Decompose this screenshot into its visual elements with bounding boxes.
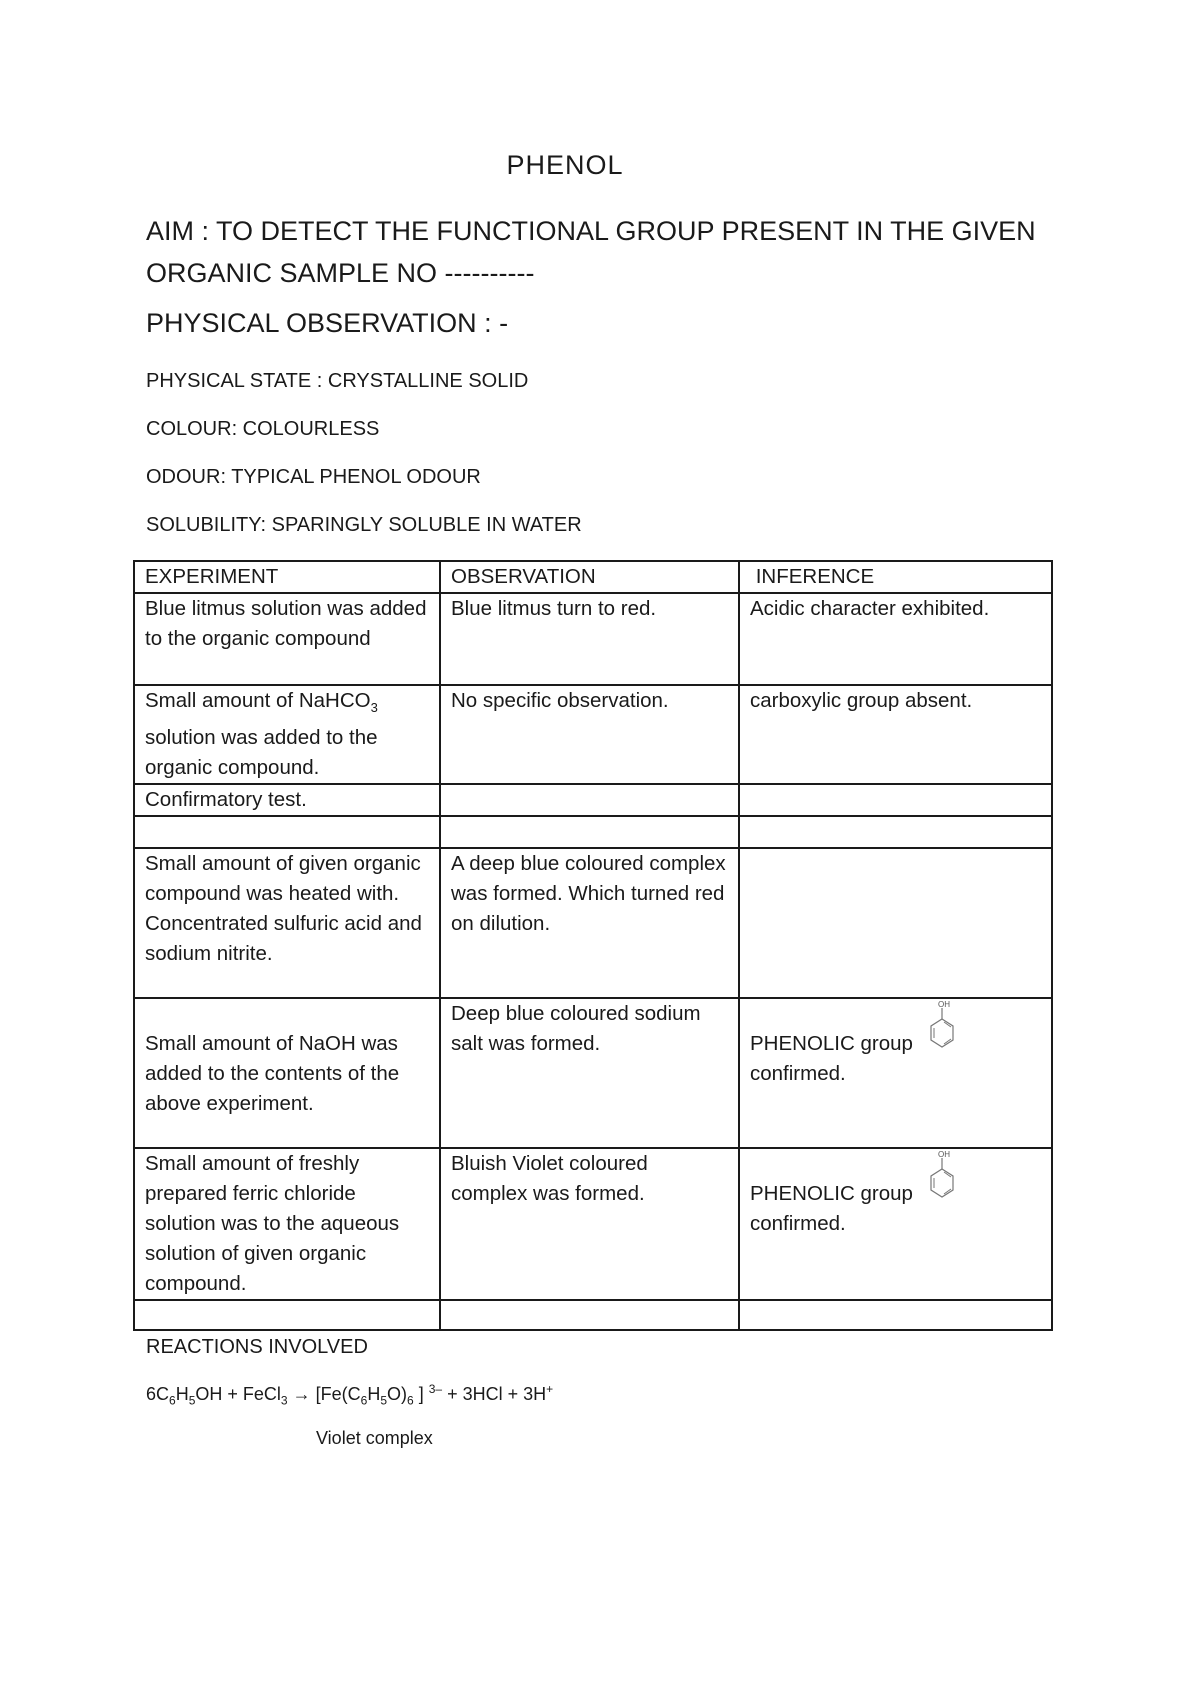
table-row <box>134 816 1052 848</box>
experiment-table <box>133 560 1053 1331</box>
eq-part: + 3HCl + 3H <box>442 1384 547 1404</box>
cell-observation <box>440 816 739 848</box>
eq-sub: 5 <box>188 1393 196 1408</box>
cell-observation: Blue litmus turn to red. <box>440 593 739 685</box>
subscript: 3 <box>370 700 378 716</box>
cell-experiment: Small amount of NaOH was added to the contents of the above experiment. <box>134 998 440 1148</box>
cell-experiment <box>134 816 440 848</box>
cell-observation <box>440 784 739 816</box>
aim-statement <box>146 210 1046 294</box>
cell-inference <box>739 998 1052 1148</box>
cell-observation: Deep blue coloured sodium salt was formed. <box>440 998 739 1148</box>
solubility: SOLUBILITY: SPARINGLY SOLUBLE IN WATER <box>146 514 582 536</box>
table-row <box>134 998 1052 1148</box>
cell-experiment: Confirmatory test. <box>134 784 440 816</box>
text-run: solution was added to the organic compound. <box>145 726 378 780</box>
eq-sub: 6 <box>360 1393 368 1408</box>
eq-part: [Fe(C <box>315 1384 361 1404</box>
inference-line-1: PHENOLIC group <box>750 1182 913 1206</box>
cell-observation: Bluish Violet coloured complex was formed. <box>440 1148 739 1300</box>
eq-part: OH + FeCl <box>195 1384 281 1404</box>
cell-inference <box>739 848 1052 998</box>
reactions-heading: REACTIONS INVOLVED <box>146 1336 368 1358</box>
eq-part: ] <box>413 1384 429 1404</box>
table-row <box>134 685 1052 784</box>
aim-line-1: AIM : TO DETECT THE FUNCTIONAL GROUP PRESENT IN THE GIVEN <box>146 216 1036 246</box>
phenol-structure-icon <box>928 999 964 1055</box>
table-row <box>134 1300 1052 1330</box>
header-observation: OBSERVATION <box>440 561 739 593</box>
table-row <box>134 848 1052 998</box>
colour: COLOUR: COLOURLESS <box>146 418 380 440</box>
header-inference: INFERENCE <box>739 561 1052 593</box>
text-run: Small amount of NaHCO <box>145 689 371 712</box>
cell-inference <box>739 1300 1052 1330</box>
cell-experiment: Small amount of freshly prepared ferric chloride solution was to the aqueous solution of given organic compound. <box>134 1148 440 1300</box>
cell-observation: A deep blue coloured complex was formed. Which turned red on dilution. <box>440 848 739 998</box>
eq-sup: + <box>546 1382 554 1396</box>
cell-observation: No specific observation. <box>440 685 739 784</box>
inference-group <box>750 1149 950 1239</box>
eq-part: H <box>175 1384 189 1404</box>
cell-experiment: Small amount of given organic compound was heated with. Concentrated sulfuric acid and sodium nitrite. <box>134 848 440 998</box>
aim-line-2: ORGANIC SAMPLE NO ---------- <box>146 258 535 288</box>
page-title: PHENOL <box>506 150 624 180</box>
reaction-equation <box>146 1382 553 1408</box>
cell-inference <box>739 1148 1052 1300</box>
cell-experiment <box>134 685 440 784</box>
inference-group <box>750 999 950 1089</box>
eq-part: 6C <box>146 1384 170 1404</box>
inference-line-2: confirmed. <box>750 1212 846 1236</box>
table-row <box>134 593 1052 685</box>
cell-inference: Acidic character exhibited. <box>739 593 1052 685</box>
cell-inference: carboxylic group absent. <box>739 685 1052 784</box>
eq-sub: 6 <box>407 1393 414 1408</box>
inference-line-2: confirmed. <box>750 1062 846 1086</box>
cell-experiment <box>134 1300 440 1330</box>
eq-arrow: → <box>287 1384 316 1404</box>
phenol-structure-icon <box>928 1149 964 1205</box>
eq-part: O) <box>387 1384 407 1404</box>
cell-inference <box>739 784 1052 816</box>
table-header-row <box>134 561 1052 593</box>
table-row <box>134 784 1052 816</box>
oh-label: OH <box>938 1000 950 1010</box>
eq-sup: 3– <box>428 1382 443 1396</box>
cell-inference <box>739 816 1052 848</box>
inference-line-1: PHENOLIC group <box>750 1032 913 1056</box>
eq-sub: 3 <box>280 1393 288 1408</box>
table-row <box>134 1148 1052 1300</box>
equation-label: Violet complex <box>316 1428 433 1448</box>
oh-label: OH <box>938 1150 950 1160</box>
physical-observation-heading: PHYSICAL OBSERVATION : - <box>146 308 509 338</box>
eq-part: H <box>367 1384 381 1404</box>
cell-experiment: Blue litmus solution was added to the organic compound <box>134 593 440 685</box>
header-experiment: EXPERIMENT <box>134 561 440 593</box>
physical-state: PHYSICAL STATE : CRYSTALLINE SOLID <box>146 370 529 392</box>
odour: ODOUR: TYPICAL PHENOL ODOUR <box>146 466 481 488</box>
cell-observation <box>440 1300 739 1330</box>
eq-sub: 6 <box>169 1393 176 1408</box>
eq-sub: 5 <box>380 1393 387 1408</box>
